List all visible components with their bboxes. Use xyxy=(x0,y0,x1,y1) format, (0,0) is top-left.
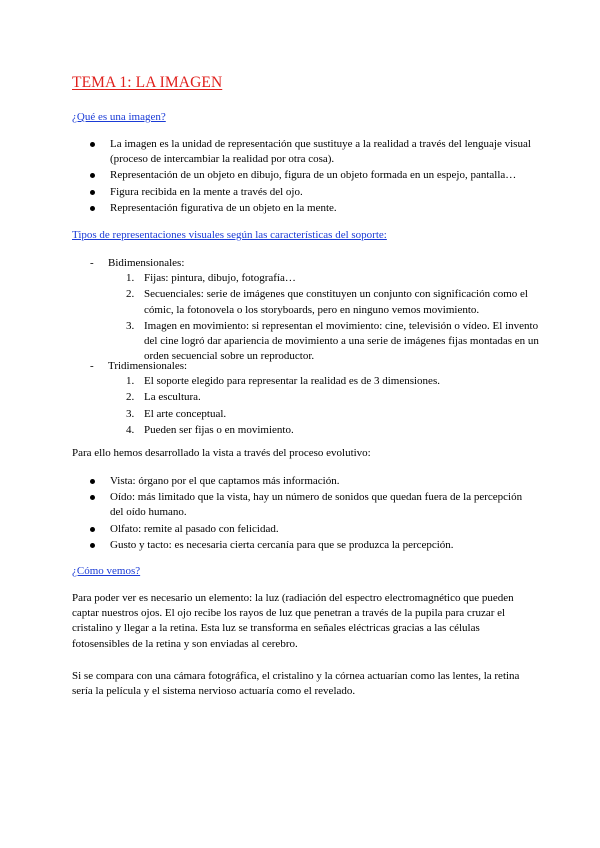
list-item: 3. Imagen en movimiento: si representan el movimiento: cine, televisión o vídeo. El invento del cine logró dar apariencia de movimiento a una serie de imágenes fijas montadas en un orden secuencial sobre un reproductor. xyxy=(126,319,539,363)
list-item: Oído: más limitado que la vista, hay un número de sonidos que quedan fuera de la percepción del oído humano. xyxy=(72,490,536,520)
list-item: 3. El arte conceptual. xyxy=(126,407,227,420)
list-item: Representación figurativa de un objeto en la mente. xyxy=(72,201,536,216)
list-item: La imagen es la unidad de representación que sustituye a la realidad a través del lenguaje visual (proceso de intercambiar la realidad por otra cosa). xyxy=(72,137,536,167)
paragraph-camara: Si se compara con una cámara fotográfica, el cristalino y la córnea actuarían como las lentes, la retina sería la película y el sistema nervioso actuaría como el revelado. xyxy=(72,670,520,698)
list-item: Vista: órgano por el que captamos más información. xyxy=(72,474,536,489)
list-item: 1. Fijas: pintura, dibujo, fotografía… xyxy=(126,272,296,285)
section-heading-como-vemos[interactable]: ¿Cómo vemos? xyxy=(72,565,141,577)
bidimensionales-group xyxy=(72,256,540,365)
list-item: 4. Pueden ser fijas o en movimiento. xyxy=(126,423,294,436)
imagen-definition-list xyxy=(72,137,536,217)
list-item: 2. La escultura. xyxy=(126,391,201,404)
list-item: Gusto y tacto: es necesaria cierta cercanía para que se produzca la percepción. xyxy=(72,538,536,553)
paragraph-luz: Para poder ver es necesario un elemento: la luz (radiación del espectro electromagnético que pueden captar nuestros ojos. El ojo recibe los rayos de luz que penetran a través de la pupila para cruzar el cristalino y llegar a la retina. Esta luz se transforma en señales eléctricas gracias a las células fotosensibles de la retina y son enviadas al cerebro. xyxy=(72,592,514,650)
section-heading-tipos-representaciones[interactable]: Tipos de representaciones visuales según las características del soporte: xyxy=(72,229,387,241)
bidimensionales-list xyxy=(72,271,540,364)
list-item: 2. Secuenciales: serie de imágenes que constituyen un conjunto con significación como el cómic, la fotonovela o los storyboards, pero en ninguno vemos movimiento. xyxy=(126,288,528,316)
list-item: Representación de un objeto en dibujo, figura de un objeto formada en un espejo, pantalla… xyxy=(72,168,536,183)
dash-marker: - xyxy=(90,360,94,372)
list-item: Olfato: remite al pasado con felicidad. xyxy=(72,522,536,537)
tridimensionales-list xyxy=(72,374,540,438)
evolution-intro: Para ello hemos desarrollado la vista a través del proceso evolutivo: xyxy=(72,447,371,459)
list-item: 1. El soporte elegido para representar la realidad es de 3 dimensiones. xyxy=(126,375,440,388)
page-title: TEMA 1: LA IMAGEN xyxy=(72,74,223,91)
senses-list xyxy=(72,474,536,554)
group-label: - Bidimensionales: xyxy=(72,256,540,271)
list-item: Figura recibida en la mente a través del ojo. xyxy=(72,185,536,200)
dash-marker: - xyxy=(90,257,94,269)
group-label: - Tridimensionales: xyxy=(72,359,540,374)
tridimensionales-group xyxy=(72,359,540,439)
section-heading-que-es-una-imagen[interactable]: ¿Qué es una imagen? xyxy=(72,111,166,123)
